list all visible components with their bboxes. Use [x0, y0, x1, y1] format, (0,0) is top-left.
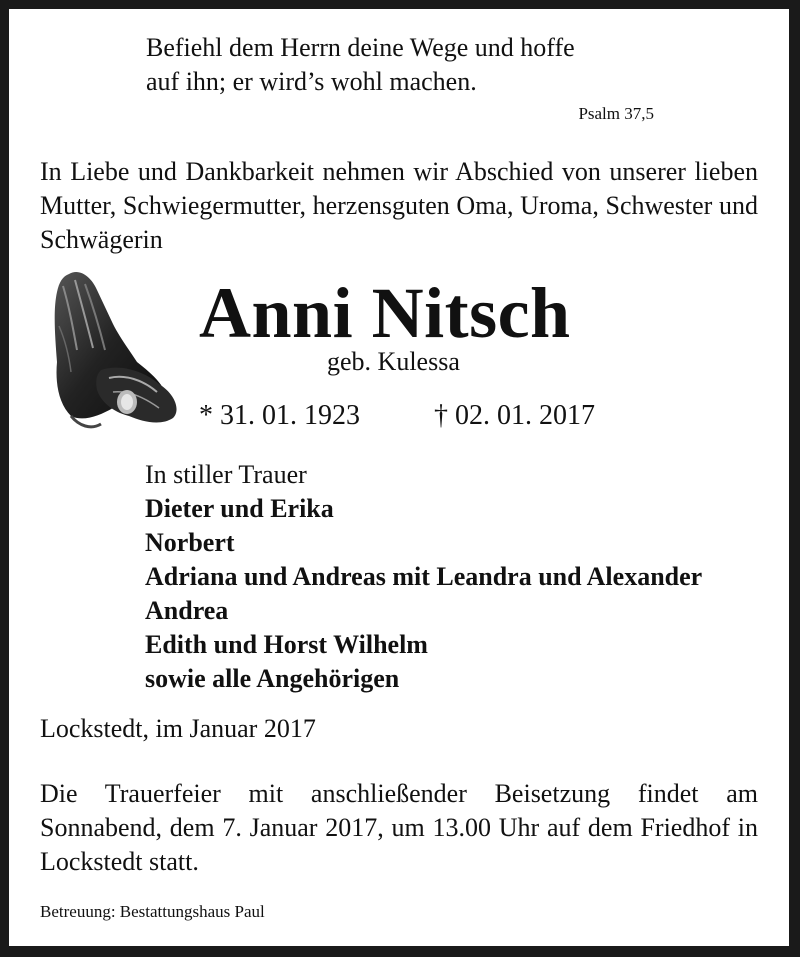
mourners-list — [145, 458, 702, 696]
obituary-notice — [9, 9, 789, 946]
funeral-home-credit: Betreuung: Bestattungshaus Paul — [40, 902, 265, 921]
mourners-heading: In stiller Trauer — [145, 460, 307, 489]
birth-date: * 31. 01. 1923 — [199, 400, 360, 431]
mourner-name: Norbert — [145, 528, 235, 557]
verse-line-2: auf ihn; er wird’s wohl machen. — [146, 67, 477, 96]
death-date: † 02. 01. 2017 — [434, 400, 595, 431]
birth-name: geb. Kulessa — [327, 347, 460, 376]
place-and-date: Lockstedt, im Januar 2017 — [40, 714, 316, 743]
bible-verse — [146, 31, 575, 99]
intro-text: In Liebe und Dankbarkeit nehmen wir Abschied von unserer lieben Mutter, Schwiegermutter, herzensguten Oma, Uroma, Schwester und Schwägerin — [40, 157, 758, 254]
mourner-name: Adriana und Andreas mit Leandra und Alexander — [145, 562, 703, 591]
mourner-name: Dieter und Erika — [145, 494, 334, 523]
praying-hands-icon — [39, 266, 179, 436]
deceased-name: Anni Nitsch — [199, 273, 571, 353]
mourner-name: Andrea — [145, 596, 229, 625]
mourner-name: Edith und Horst Wilhelm — [145, 630, 428, 659]
mourner-name: sowie alle Angehörigen — [145, 664, 400, 693]
verse-line-1: Befiehl dem Herrn deine Wege und hoffe — [146, 33, 575, 62]
funeral-service-text: Die Trauerfeier mit anschließender Beisetzung findet am Sonnabend, dem 7. Januar 2017, um 13.00 Uhr auf dem Friedhof in Lockstedt statt. — [40, 779, 758, 876]
verse-reference: Psalm 37,5 — [578, 104, 654, 123]
